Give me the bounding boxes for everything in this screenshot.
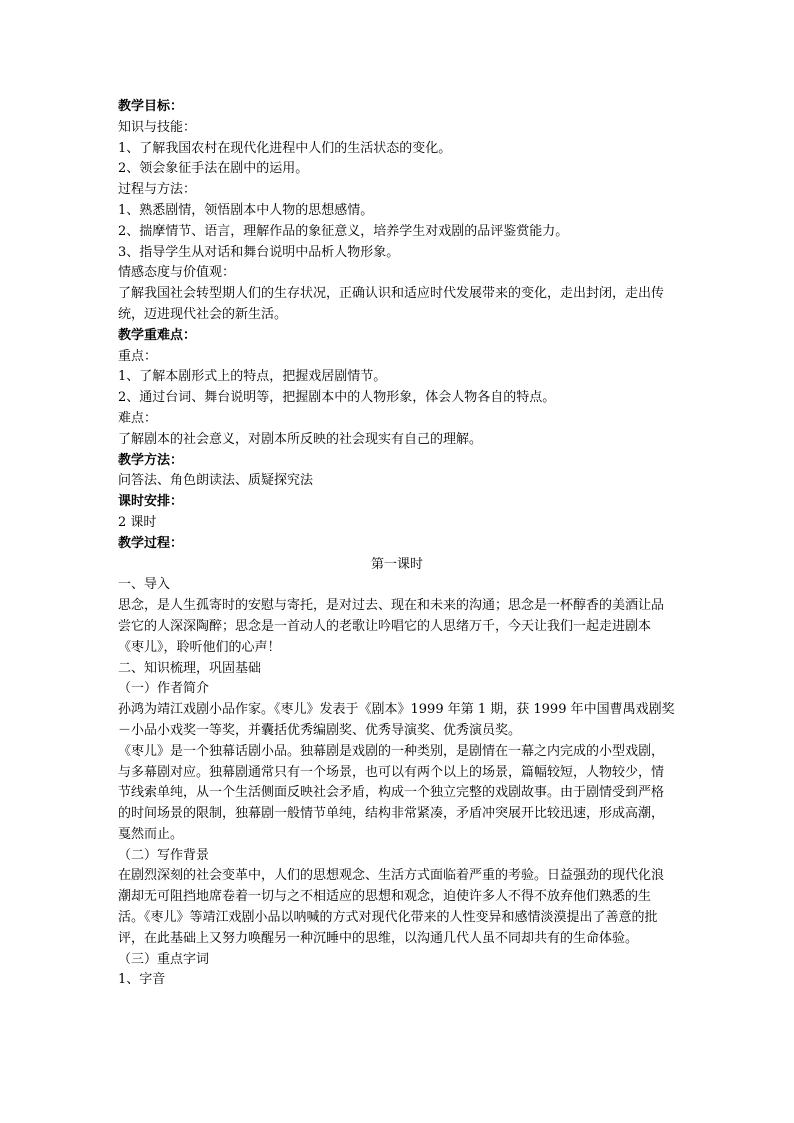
knowledge-skills-heading: 知识与技能：: [118, 119, 197, 135]
lesson-plan-document: [118, 97, 676, 991]
difficulty-text: 了解剧本的社会意义，对剧本所反映的社会现实有自己的理解。: [118, 431, 483, 447]
background-heading: （二）写作背景: [118, 847, 210, 863]
schedule-text: 2 课时: [118, 514, 157, 530]
author-paragraph: 孙鸿为靖江戏剧小品作家。《枣儿》发表于《剧本》1999 年第 1 期，获 1999 年中国曹禺戏剧奖－小品小戏奖一等奖，并囊括优秀编剧奖、优秀导演奖、优秀演员奖。: [118, 702, 675, 738]
teaching-process-heading: 教学过程：: [118, 535, 184, 551]
focus-heading: 重点：: [118, 348, 158, 364]
knowledge-item: 2、领会象征手法在剧中的运用。: [118, 161, 309, 177]
emotion-values-text: 了解我国社会转型期人们的生存状况，正确认识和适应时代发展带来的变化，走出封闭，走出传统，迈进现代社会的新生活。: [118, 286, 665, 322]
key-words-heading: （三）重点字词: [118, 951, 210, 967]
background-paragraph: 在剧烈深刻的社会变革中，人们的思想观念、生活方式面临着严重的考验。日益强劲的现代化浪潮却无可阻挡地席卷着一切与之不相适应的思想和观念，迫使许多人不得不放弃他们熟悉的生活。《枣儿》等靖江戏剧小品以呐喊的方式对现代化带来的人性变异和感情淡漠提出了善意的批评，在此基础上又努力唤醒另一种沉睡中的思维，以沟通几代人虽不同却共有的生命体验。: [118, 868, 665, 946]
pronunciation-heading: 1、字音: [118, 972, 166, 988]
process-item: 1、熟悉剧情，领悟剧本中人物的思想感情。: [118, 202, 374, 218]
knowledge-review-heading: 二、知识梳理，巩固基础: [118, 660, 262, 676]
methods-heading: 教学方法：: [118, 452, 184, 468]
key-points-heading: 教学重难点：: [118, 327, 197, 343]
knowledge-item: 1、了解我国农村在现代化进程中人们的生活状态的变化。: [118, 140, 452, 156]
intro-heading: 一、导入: [118, 577, 171, 593]
difficulty-heading: 难点：: [118, 410, 158, 426]
schedule-heading: 课时安排：: [118, 494, 184, 510]
objectives-heading: 教学目标：: [118, 99, 184, 114]
focus-item: 1、了解本剧形式上的特点，把握戏居剧情节。: [118, 369, 387, 385]
process-item: 3、指导学生从对话和舞台说明中品析人物形象。: [118, 244, 400, 260]
methods-text: 问答法、角色朗读法、质疑探究法: [118, 473, 314, 489]
focus-item: 2、通过台词、舞台说明等，把握剧本中的人物形象，体会人物各自的特点。: [118, 390, 556, 406]
lesson-title: 第一课时: [370, 556, 423, 572]
process-methods-heading: 过程与方法：: [118, 182, 197, 198]
intro-paragraph: 思念，是人生孤寄时的安慰与寄托，是对过去、现在和未来的沟通；思念是一杯醇香的美酒让品尝它的人深深陶醉；思念是一首动人的老歌让吟唱它的人思绪万千，今天让我们一起走进剧本《枣儿》，聆听他们的心声！: [118, 598, 665, 655]
emotion-values-heading: 情感态度与价值观：: [118, 265, 236, 281]
author-heading: （一）作者简介: [118, 681, 210, 697]
play-description-paragraph: 《枣儿》是一个独幕话剧小品。独幕剧是戏剧的一种类别，是剧情在一幕之内完成的小型戏剧，与多幕剧对应。独幕剧通常只有一个场景，也可以有两个以上的场景，篇幅较短，人物较少，情节线索单纯，从一个生活侧面反映社会矛盾，构成一个独立完整的戏剧故事。由于剧情受到严格的时间场景的限制，独幕剧一般情节单纯，结构非常紧凑，矛盾冲突展开比较迅速，形成高潮，戛然而止。: [118, 743, 665, 842]
process-item: 2、揣摩情节、语言，理解作品的象征意义，培养学生对戏剧的品评鉴赏能力。: [118, 223, 569, 239]
